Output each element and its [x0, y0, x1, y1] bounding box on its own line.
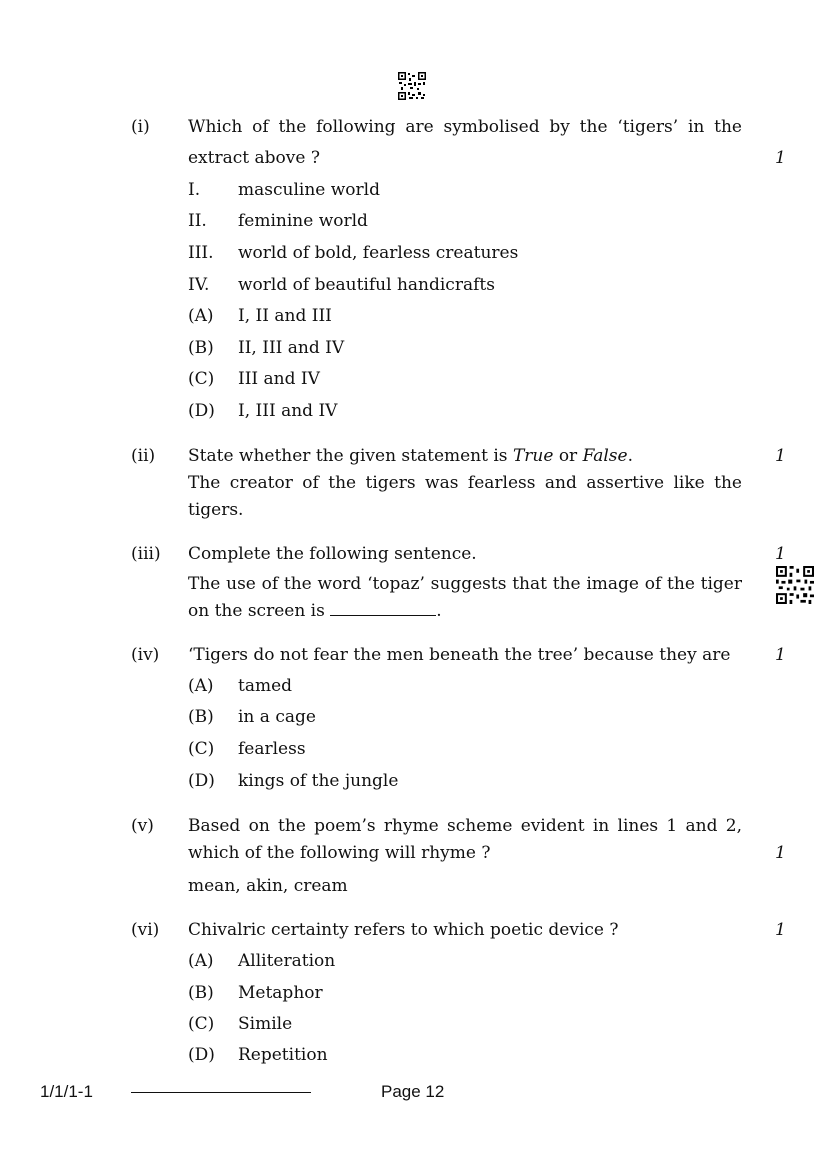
page-number: Page 12: [381, 1082, 445, 1101]
statement-label: III.: [188, 243, 214, 263]
option-label: (A): [188, 306, 214, 326]
option-text: I, III and IV: [238, 401, 338, 421]
option-label: (A): [188, 676, 214, 696]
option-label: (A): [188, 951, 214, 971]
question-text: tigers.: [188, 500, 244, 520]
question-text: mean, akin, cream: [188, 876, 348, 896]
qr-code-side: [776, 566, 814, 604]
option-text: III and IV: [238, 369, 320, 389]
question-text: Based on the poem’s rhyme scheme evident in lines 1 and 2,: [188, 816, 742, 836]
statement-text: feminine world: [238, 211, 368, 231]
marks-label: 1: [775, 843, 786, 863]
statement-label: II.: [188, 211, 207, 231]
statement-text: world of bold, fearless creatures: [238, 243, 519, 263]
option-text: II, III and IV: [238, 338, 345, 358]
statement-label: I.: [188, 180, 201, 200]
option-text: Simile: [238, 1014, 293, 1034]
question-number: (iii): [131, 544, 161, 564]
option-label: (C): [188, 369, 215, 389]
question-text: [188, 446, 633, 466]
option-text: fearless: [238, 739, 306, 759]
option-text: tamed: [238, 676, 293, 696]
answer-blank: [330, 600, 436, 616]
statement-label: IV.: [188, 275, 210, 295]
question-text: Complete the following sentence.: [188, 544, 477, 564]
question-text-part: or: [553, 446, 583, 466]
question-number: (ii): [131, 446, 156, 466]
question-text: [188, 600, 442, 621]
option-label: (B): [188, 338, 214, 358]
qr-code-top: [398, 72, 426, 100]
statement-text: world of beautiful handicrafts: [238, 275, 495, 295]
question-text-part: .: [627, 446, 633, 466]
question-number: (i): [131, 117, 150, 137]
question-number: (v): [131, 816, 154, 836]
footer-rule: [131, 1092, 311, 1093]
question-text: Which of the following are symbolised by the ‘tigers’ in the: [188, 117, 742, 137]
option-label: (C): [188, 739, 215, 759]
question-text: Chivalric certainty refers to which poetic device ?: [188, 920, 619, 940]
true-word: True: [512, 446, 554, 466]
false-word: False: [582, 446, 628, 466]
question-text-part: .: [436, 601, 442, 621]
question-text: ‘Tigers do not fear the men beneath the tree’ because they are: [188, 645, 731, 665]
marks-label: 1: [775, 148, 786, 168]
question-text: extract above ?: [188, 148, 320, 168]
marks-label: 1: [775, 446, 786, 466]
question-number: (vi): [131, 920, 160, 940]
marks-label: 1: [775, 920, 786, 940]
option-label: (D): [188, 771, 215, 791]
paper-code: 1/1/1-1: [40, 1082, 93, 1101]
question-text: The use of the word ‘topaz’ suggests that the image of the tiger: [188, 574, 742, 594]
question-number: (iv): [131, 645, 160, 665]
option-label: (D): [188, 401, 215, 421]
option-text: kings of the jungle: [238, 771, 399, 791]
question-text: which of the following will rhyme ?: [188, 843, 491, 863]
option-text: in a cage: [238, 707, 316, 727]
option-text: Metaphor: [238, 983, 323, 1003]
option-label: (D): [188, 1045, 215, 1065]
option-text: Repetition: [238, 1045, 328, 1065]
option-text: I, II and III: [238, 306, 332, 326]
question-text-part: on the screen is: [188, 601, 325, 621]
option-text: Alliteration: [238, 951, 336, 971]
option-label: (B): [188, 983, 214, 1003]
marks-label: 1: [775, 544, 786, 564]
statement-text: masculine world: [238, 180, 380, 200]
question-text-part: State whether the given statement is: [188, 446, 513, 466]
question-text: The creator of the tigers was fearless and assertive like the: [188, 473, 742, 493]
option-label: (C): [188, 1014, 215, 1034]
marks-label: 1: [775, 645, 786, 665]
option-label: (B): [188, 707, 214, 727]
